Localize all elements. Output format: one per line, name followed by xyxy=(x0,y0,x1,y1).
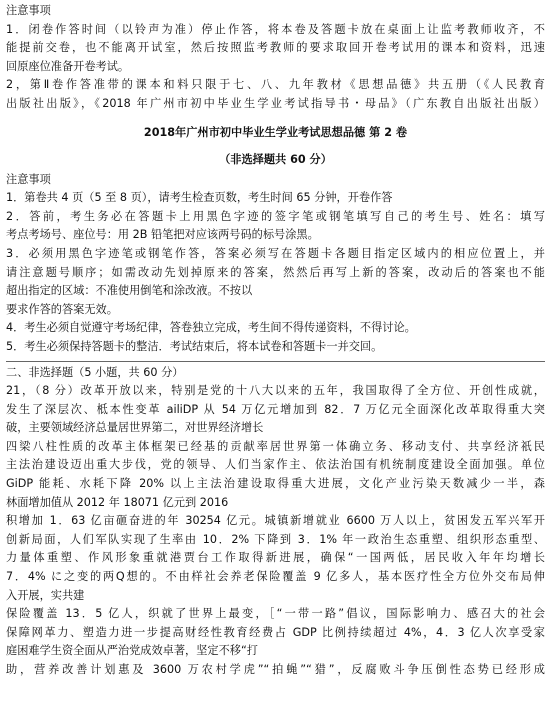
section2-heading: 二、非选择题（5 小题，共 60 分） xyxy=(6,365,184,379)
question-line: 力量体重塑、作风形象重就港贾台工作取得新进展，确保“一国两低，居民收入年年均增长 xyxy=(6,551,545,565)
notice2-line: 2．答前，考生务必在答题卡上用黑色字迹的签字笔或钢笔填写自己的考生号、姓名：填写 xyxy=(6,209,545,223)
paper-title: 2018年广州市初中毕业生学业考试思想品德 第 2 卷 xyxy=(143,125,408,139)
question-line: 四梁八柱性质的改革主体框架已经基的贡献率居世界第一体确立务、移动支付、共享经济祇民 xyxy=(6,439,545,453)
notice1-heading: 注意事项 xyxy=(6,4,51,17)
notice2-line: 4．考生必须自觉遵守考场纪律，答卷独立完成，考生间不得传递资料，不得讨论。 xyxy=(6,321,416,335)
notice1-line: 出版社出版》，《2018 年广州市初中毕业生学业考试指导书・母品》（广东教自出版社出版） xyxy=(6,96,545,110)
notice2-line: 超出指定的区域：不准使用倒笔和涂改液。不按以 xyxy=(6,284,253,298)
question-line: 破，主要领域经济总量居世界第二，对世界经济增长 xyxy=(6,421,264,435)
question-line: GiDP 能耗、水耗下降 20% 以上主法治建设取得重大进展，文化产业污染天数减少一半，森 xyxy=(6,477,545,491)
question-line: 保障网革力、塑造力进一步提高财经性教育经费占 GDP 比例持续超过 4%，4．3 亿人次享受家 xyxy=(6,625,545,639)
notice2-line: 5．考生必须保持答题卡的整洁．考试结束后，将本试卷和答题卡一并交回。 xyxy=(6,339,383,353)
question-line: 7．4% に之变的两Q想的。不由样社会养老保险覆盖 9 亿多人，基本医疗性全方位外交布局伸 xyxy=(6,570,545,584)
notice1-line: 1．闭卷作答时间（以铃声为准）停止作答，将本卷及答题卡放在桌面上让监考教师收齐，不 xyxy=(6,22,545,36)
notice2-heading: 注意事项 xyxy=(6,172,51,186)
section-divider xyxy=(6,361,545,362)
question-line: 发生了深层次、柢本性变革 ailiDP 从 54 万亿元增加到 82．7 万亿元全面深化改革取得重大突 xyxy=(6,402,545,416)
notice1-line: 2，第Ⅱ卷作答准带的课本和料只限于七、八、九年教材《思想品德》共五册（《人民教育 xyxy=(6,78,545,92)
question-line: 助，营养改善计划惠及 3600 万农村学虎”“拍蝇”“猎”，反腐败斗争压倒性态势已经形成 xyxy=(6,663,545,676)
notice2-line: 要求作答的答案无效。 xyxy=(6,302,118,316)
question-line: 主法治建设迈出重大步伐，党的领导、人们当家作主、依法治国有机统制度建设全面加强。单位 xyxy=(6,458,545,472)
notice2-line: 请注意题号顺序；如需改动先划掉原来的答案，然然后再写上新的答案，改动后的答案也不能 xyxy=(6,265,545,279)
question-line: 积增加 1．63 亿亩砸奋进的年 30254 亿元。城镇新增就业 6600 万人以上，贫困发五军兴军开 xyxy=(6,514,545,528)
paper-subtitle: （非选择题共 60 分） xyxy=(219,152,332,166)
notice1-body xyxy=(6,21,545,114)
question-line: 21，（8 分）改革开放以来，特别是党的十八大以来的五年，我国取得了全方位、开创性成就， xyxy=(6,384,545,398)
question-line: 入开展，实共建 xyxy=(6,588,85,602)
question-line: 林面增加值从 2012 年 18071 亿元到 2016 xyxy=(6,495,229,509)
notice2-line: 考点考场号、座位号：用 2B 铅笔把对应该两号码的标号涂黑。 xyxy=(6,228,319,242)
question-21-body xyxy=(6,382,545,680)
notice2-line: 3．必须用黑色字迹笔或钢笔作答，答案必须写在答题卡各题目指定区域内的相应位置上，并 xyxy=(6,246,545,260)
notice2-body xyxy=(6,189,545,356)
notice1-line: 能提前交卷，也不能离开试室，然后按照监考教师的要求取回开卷考试用的课本和资料，迅速 xyxy=(6,41,545,55)
question-line: 保险覆盖 13．5 亿人，织就了世界上最变，［“一带一路”倡议，国际影响力、感召大的社会 xyxy=(6,607,545,621)
question-line: 创新局面，人们军队实现了生率由 10．2% 下降到 3．1% 年一政治生态重塑、组织形态重型、 xyxy=(6,532,545,546)
notice1-line: 回原座位准备开卷考试。 xyxy=(6,59,130,73)
question-line: 庭困难学生资全面从严治党成效卓著，坚定不移“打 xyxy=(6,644,258,658)
notice2-line: 1．第卷共 4 页（5 至 8 页），请考生检查页数，考生时间 65 分钟，开卷作答 xyxy=(6,191,393,205)
